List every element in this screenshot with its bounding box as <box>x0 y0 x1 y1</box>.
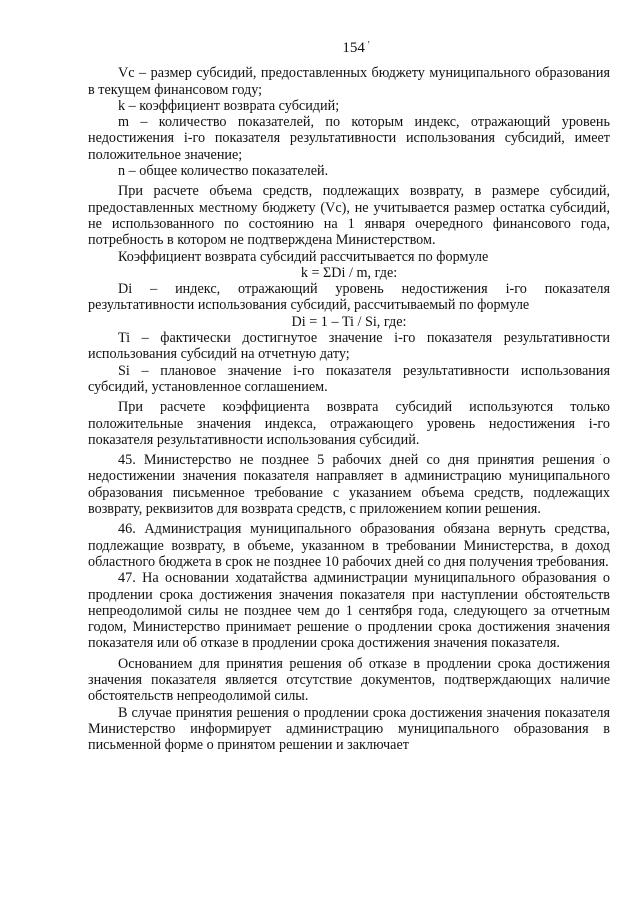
paragraph-positive-index-note: При расчете коэффициента возврата субсидий используются только положительные значения индекса, отражающего уровень недостижения i-го показателя результативности использования субсидий. <box>88 399 610 448</box>
page-number-value: 154 <box>342 40 365 56</box>
paragraph-n-definition: n – общее количество показателей. <box>118 163 329 180</box>
paragraph-extension-decision: В случае принятия решения о продлении срока достижения значения показателя Министерство информирует администрацию муниципального образования в письменной форме о принятом решении и заключает <box>88 704 610 754</box>
formula-k: k = ΣDi / m, где: <box>300 264 398 281</box>
paragraph-clause-45: 45. Министерство не позднее 5 рабочих дней со дня принятия решения о недостижении значения показателя направляет в администрацию муниципального образования письменное требование с указанием объема средств, подлежащих возврату, реквизитов для возврата средств, с приложением копии решения. <box>88 452 610 518</box>
paragraph-ti-definition: Ti – фактически достигнутое значение i-го показателя результативности использования субсидий на отчетную дату; <box>88 330 610 363</box>
paragraph-k-formula-intro: Коэффициент возврата субсидий рассчитывается по формуле <box>118 248 489 265</box>
paragraph-clause-47: 47. На основании ходатайства администрации муниципального образования о продлении срока достижения значения показателя при наступлении обстоятельств непреодолимой силы не позднее чем до 1 сентября года, следующего за отчетным годом, Министерство принимает решение о продлении срока достижения значения показателя или об отказе в продлении срока достижения значения показателя. <box>88 570 610 652</box>
paragraph-vc-calculation-note: При расчете объема средств, подлежащих возврату, в размере субсидий, предоставленных местному бюджету (Vc), не учитывается размер остатка субсидий, не использованного по состоянию на 1 января очередного финансового года, потребность в котором не подтверждена Министерством. <box>88 183 610 249</box>
paragraph-vc-definition: Vc – размер субсидий, предоставленных бюджету муниципального образования в текущем финансовом году; <box>88 65 610 98</box>
paragraph-refusal-grounds: Основанием для принятия решения об отказе в продлении срока достижения значения показателя является отсутствие документов, подтверждающих наличие обстоятельств непреодолимой силы. <box>88 655 610 705</box>
document-page <box>88 38 610 753</box>
formula-di: Di = 1 – Ti / Si, где: <box>291 313 407 330</box>
paragraph-clause-46: 46. Администрация муниципального образования обязана вернуть средства, подлежащие возврату, в объеме, указанном в требовании Министерства, в доход областного бюджета в срок не позднее 10 рабочих дней со дня получения требования. <box>88 521 610 570</box>
paragraph-k-definition: k – коэффициент возврата субсидий; <box>118 97 340 114</box>
page-number-mark: ' <box>367 40 370 51</box>
paragraph-di-definition: Di – индекс, отражающий уровень недостижения i-го показателя результативности использования субсидий, рассчитываемый по формуле <box>88 281 610 314</box>
page-number <box>88 38 610 56</box>
paragraph-m-definition: m – количество показателей, по которым индекс, отражающий уровень недостижения i-го показателя результативности использования субсидий, имеет положительное значение; <box>88 114 610 163</box>
paragraph-si-definition: Si – плановое значение i-го показателя результативности использования субсидий, установленное соглашением. <box>88 362 610 395</box>
